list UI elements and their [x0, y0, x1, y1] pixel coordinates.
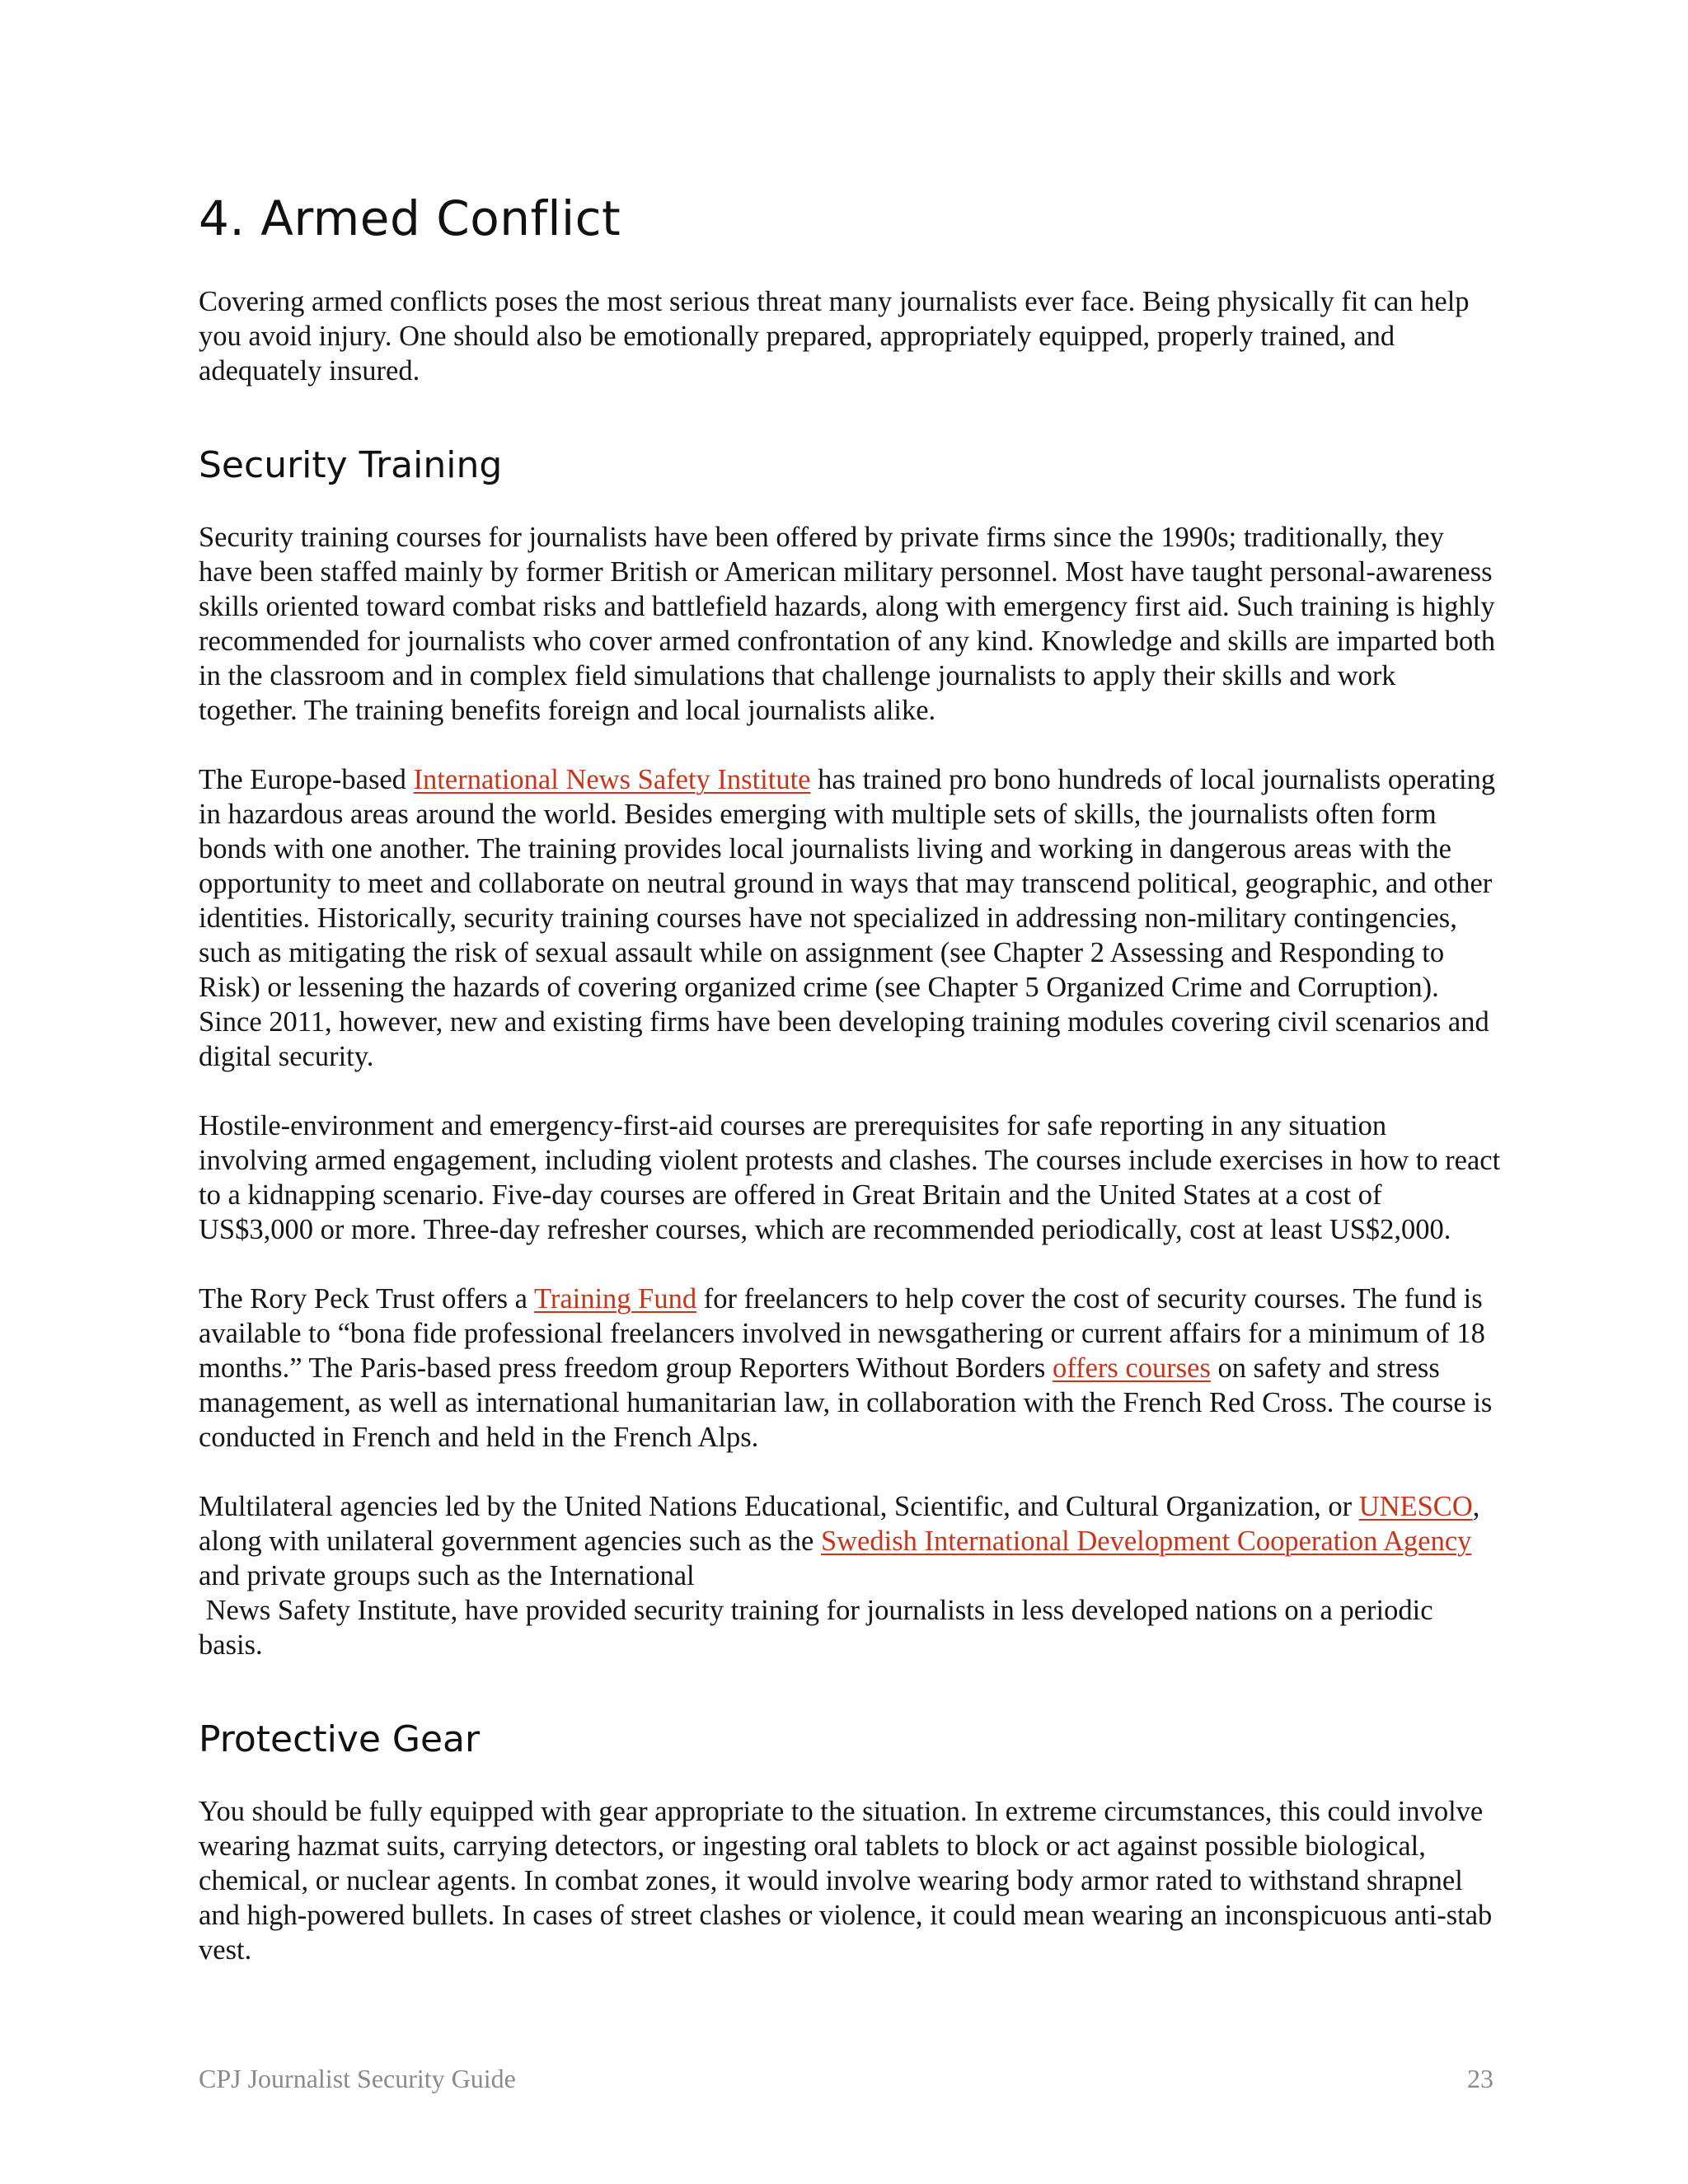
text-segment: on safety and stress management, as well as international humanitarian law, in collaboration with the French Red Cross. The course is conducted in French and held in the French Alps. — [199, 1352, 1493, 1453]
text-segment: has trained pro bono hundreds of local journalists operating in hazardous areas around the world. Besides emerging with multiple sets of skills, the journalists often form bonds with one another. The training provides local journalists living and working in dangerous areas with the opportunity to meet and collaborate on neutral ground in ways that may transcend political, geographic, and other identities. Historically, security training courses have not specialized in addressing non-military contingencies, such as mitigating the risk of sexual assault while on assignment (see Chapter 2 Assessing and Responding to Risk) or lessening the hazards of covering organized crime (see Chapter 5 Organized Crime and Corruption). Since 2011, however, new and existing firms have been developing training modules covering civil scenarios and digital security. — [199, 764, 1496, 1072]
link-offers-courses[interactable]: offers courses — [1052, 1352, 1211, 1384]
section-heading-security-training: Security Training — [199, 444, 503, 486]
link-international-news-safety-institute[interactable]: International News Safety Institute — [413, 764, 811, 795]
text-segment: News Safety Institute, have provided security training for journalists in less developed nations on a periodic basis. — [199, 1595, 1433, 1661]
footer-title: CPJ Journalist Security Guide — [199, 2064, 516, 2093]
paragraph-course-costs: Hostile-environment and emergency-first-aid courses are prerequisites for safe reporting in any situation involving armed engagement, including violent protests and clashes. The courses include exercises in how to react to a kidnapping scenario. Five-day courses are offered in Great Britain and the United States at a cost of US$3,000 or more. Three-day refresher courses, which are recommended periodically, cost at least US$2,000. — [199, 1110, 1501, 1245]
paragraph-multilateral-agencies — [199, 1489, 1501, 1662]
paragraph-training-overview: Security training courses for journalists have been offered by private firms since the 1990s; traditionally, they have been staffed mainly by former British or American military personnel. Most have taught personal-awareness skills oriented toward combat risks and battlefield hazards, along with emergency first aid. Such training is highly recommended for journalists who cover armed confrontation of any kind. Knowledge and skills are imparted both in the classroom and in complex field simulations that challenge journalists to apply their skills and work together. The training benefits foreign and local journalists alike. — [199, 522, 1496, 726]
link-unesco[interactable]: UNESCO — [1358, 1491, 1473, 1522]
paragraph-protective-gear: You should be fully equipped with gear appropriate to the situation. In extreme circumstances, this could involve wearing hazmat suits, carrying detectors, or ingesting oral tablets to block or act against possible biological, chemical, or nuclear agents. In combat zones, it would involve wearing body armor rated to withstand shrapnel and high-powered bullets. In cases of street clashes or violence, it could mean wearing an inconspicuous anti-stab vest. — [199, 1796, 1493, 1966]
link-swedish-international-development-cooperation-agency[interactable]: Swedish International Development Cooperation Agency — [820, 1526, 1472, 1557]
text-segment — [199, 1595, 206, 1626]
section-heading-protective-gear: Protective Gear — [199, 1718, 481, 1760]
paragraph-insi — [199, 762, 1501, 1074]
text-segment: The Rory Peck Trust offers a — [199, 1283, 534, 1315]
link-training-fund[interactable]: Training Fund — [533, 1283, 697, 1315]
chapter-title: 4. Armed Conflict — [199, 190, 621, 246]
text-segment: Multilateral agencies led by the United Nations Educational, Scientific, and Cultural Organization, or — [199, 1491, 1359, 1522]
text-segment: and private groups such as the International — [199, 1560, 695, 1591]
text-segment: for freelancers to help cover the cost of security courses. The fund is available to “bona fide professional freelancers involved in newsgathering or current affairs for a minimum of 18 months.” The Paris-based press freedom group Reporters Without Borders — [199, 1283, 1485, 1384]
paragraph-rory-peck — [199, 1282, 1501, 1455]
page-content — [199, 185, 1501, 2002]
page-number: 23 — [1467, 2064, 1493, 2093]
text-segment: The Europe-based — [199, 764, 414, 795]
text-segment: , along with unilateral government agencies such as the — [199, 1491, 1480, 1557]
chapter-intro: Covering armed conflicts poses the most serious threat many journalists ever face. Being physically fit can help you avoid injury. One should also be emotionally prepared, appropriately equipped, properly trained, and adequately insured. — [199, 286, 1470, 387]
